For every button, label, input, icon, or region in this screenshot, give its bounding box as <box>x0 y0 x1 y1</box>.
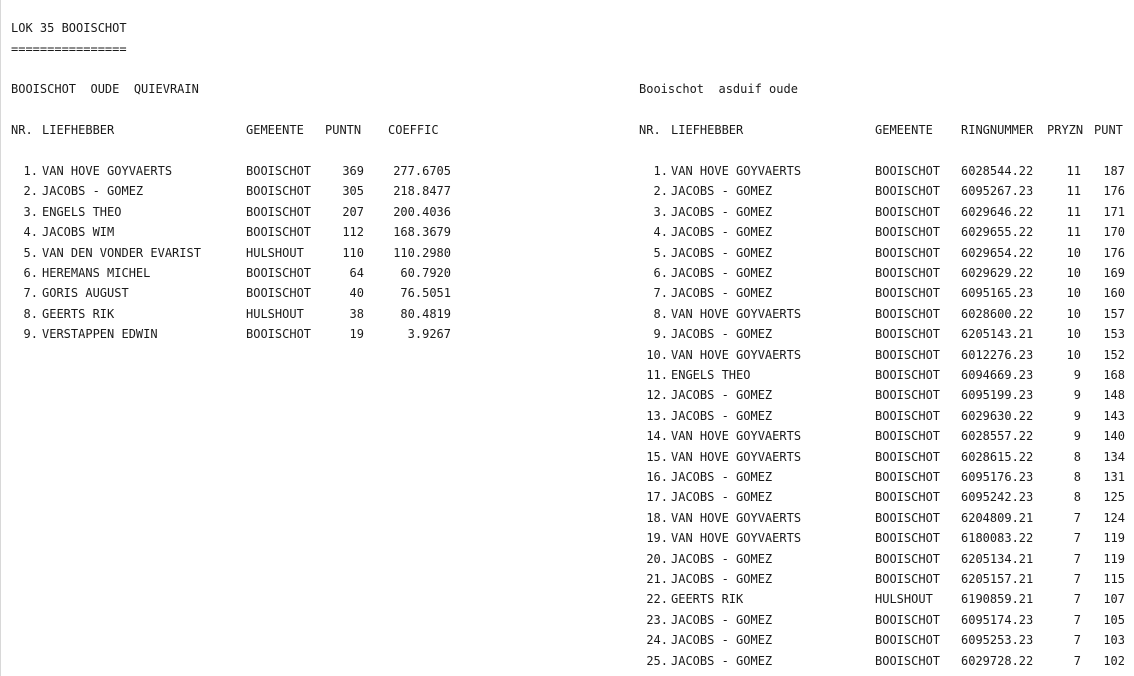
right-cell-name: JACOBS - GOMEZ <box>671 470 773 484</box>
right-cell-nr: 13. <box>646 408 668 423</box>
right-cell-gemeente: BOOISCHOT <box>875 408 941 423</box>
left-cell-coeffic: 80.4819 <box>400 306 451 321</box>
right-cell-nr: 15. <box>646 449 668 464</box>
right-cell-gemeente: HULSHOUT <box>875 592 933 607</box>
right-cell-ring: 6028600.22 <box>961 306 1034 321</box>
left-cell-nr: 1. <box>23 164 38 178</box>
right-table-row <box>0 470 1134 484</box>
left-cell-coeffic: 277.6705 <box>393 164 451 178</box>
right-table-row <box>0 368 1134 382</box>
left-cell-gemeente: BOOISCHOT <box>246 184 312 199</box>
right-cell-gemeente: BOOISCHOT <box>875 531 941 546</box>
right-cell-nr: 6. <box>653 266 668 280</box>
right-cell-ring: 6095174.23 <box>961 612 1034 627</box>
right-cell-gemeente: BOOISCHOT <box>875 388 941 403</box>
right-cell-name: JACOBS - GOMEZ <box>671 551 773 566</box>
right-cell-name: JACOBS - GOMEZ <box>671 286 773 301</box>
right-cell-nr: 4. <box>653 225 668 240</box>
right-cell-pryzn: 10 <box>1066 347 1081 362</box>
right-cell-name: VAN HOVE GOYVAERTS <box>671 164 802 178</box>
right-cell-nr: 20. <box>646 551 668 566</box>
right-cell-pryzn: 7 <box>1073 510 1081 525</box>
right-cell-nr: 10. <box>646 347 668 362</box>
right-cell-nr: 14. <box>646 429 668 444</box>
right-cell-punt: 134 <box>1103 449 1125 464</box>
right-cell-pryzn: 7 <box>1073 572 1081 586</box>
right-cell-ring: 6029646.22 <box>961 204 1034 219</box>
right-cell-punt: 171 <box>1103 204 1125 219</box>
right-cell-gemeente: BOOISCHOT <box>875 245 941 260</box>
right-cell-nr: 2. <box>653 184 668 199</box>
right-cell-punt: 187 <box>1103 164 1125 178</box>
left-cell-puntn: 38 <box>349 306 364 321</box>
right-cell-nr: 24. <box>646 633 668 648</box>
right-cell-gemeente: BOOISCHOT <box>875 490 941 505</box>
left-header-nr: NR. <box>11 123 33 137</box>
right-cell-name: JACOBS - GOMEZ <box>671 327 773 342</box>
right-table-row <box>0 286 1134 300</box>
right-cell-name: JACOBS - GOMEZ <box>671 408 773 423</box>
right-cell-name: VAN HOVE GOYVAERTS <box>671 306 802 321</box>
left-cell-name: GORIS AUGUST <box>42 286 129 301</box>
right-cell-punt: 168 <box>1103 368 1125 382</box>
right-cell-nr: 18. <box>646 510 668 525</box>
right-table-row <box>0 429 1134 443</box>
right-cell-name: VAN HOVE GOYVAERTS <box>671 347 802 362</box>
left-cell-coeffic: 218.8477 <box>393 184 451 199</box>
left-header-name: LIEFHEBBER <box>42 123 115 137</box>
right-cell-pryzn: 11 <box>1066 164 1081 178</box>
left-cell-name: GEERTS RIK <box>42 306 115 321</box>
right-cell-nr: 25. <box>646 653 668 668</box>
right-cell-gemeente: BOOISCHOT <box>875 612 941 627</box>
right-cell-ring: 6029654.22 <box>961 245 1034 260</box>
left-cell-name: JACOBS - GOMEZ <box>42 184 144 199</box>
right-cell-ring: 6095165.23 <box>961 286 1034 301</box>
right-cell-punt: 157 <box>1103 306 1125 321</box>
right-cell-name: JACOBS - GOMEZ <box>671 572 773 586</box>
right-cell-gemeente: BOOISCHOT <box>875 653 941 668</box>
right-cell-ring: 6094669.23 <box>961 368 1034 382</box>
right-cell-pryzn: 10 <box>1066 327 1081 342</box>
right-cell-gemeente: BOOISCHOT <box>875 164 941 178</box>
left-header-coeffic: COEFFIC <box>388 123 439 137</box>
left-cell-gemeente: BOOISCHOT <box>246 204 312 219</box>
right-cell-ring: 6095176.23 <box>961 470 1034 484</box>
left-cell-puntn: 112 <box>342 225 364 240</box>
right-cell-punt: 103 <box>1103 633 1125 648</box>
page-title: LOK 35 BOOISCHOT <box>11 21 127 35</box>
right-cell-nr: 5. <box>653 245 668 260</box>
right-cell-name: JACOBS - GOMEZ <box>671 388 773 403</box>
left-cell-name: ENGELS THEO <box>42 204 122 219</box>
right-cell-gemeente: BOOISCHOT <box>875 429 941 444</box>
left-cell-puntn: 207 <box>342 204 364 219</box>
right-cell-pryzn: 11 <box>1066 184 1081 199</box>
right-cell-pryzn: 9 <box>1073 368 1081 382</box>
right-table-row <box>0 613 1134 627</box>
right-cell-name: JACOBS - GOMEZ <box>671 204 773 219</box>
right-cell-gemeente: BOOISCHOT <box>875 551 941 566</box>
right-cell-nr: 16. <box>646 470 668 484</box>
left-cell-nr: 3. <box>23 204 38 219</box>
right-cell-pryzn: 7 <box>1073 612 1081 627</box>
left-header-puntn: PUNTN <box>325 123 362 137</box>
left-cell-puntn: 64 <box>349 266 364 280</box>
right-cell-name: JACOBS - GOMEZ <box>671 612 773 627</box>
left-cell-nr: 8. <box>23 306 38 321</box>
left-header-gemeente: GEMEENTE <box>246 123 304 137</box>
title-underline: ================ <box>11 42 127 56</box>
right-table-row <box>0 388 1134 402</box>
right-header-nr: NR. <box>639 123 661 137</box>
right-cell-punt: 152 <box>1103 347 1125 362</box>
right-cell-nr: 11. <box>646 368 668 382</box>
right-table-row <box>0 225 1134 239</box>
left-cell-nr: 6. <box>23 266 38 280</box>
right-cell-ring: 6205157.21 <box>961 572 1034 586</box>
right-header-punt: PUNT <box>1094 123 1123 137</box>
right-cell-nr: 22. <box>646 592 668 607</box>
left-cell-coeffic: 110.2980 <box>393 245 451 260</box>
right-cell-gemeente: BOOISCHOT <box>875 225 941 240</box>
right-cell-nr: 17. <box>646 490 668 505</box>
right-table-row <box>0 246 1134 260</box>
left-cell-gemeente: BOOISCHOT <box>246 327 312 342</box>
left-cell-gemeente: BOOISCHOT <box>246 164 312 178</box>
right-cell-gemeente: BOOISCHOT <box>875 306 941 321</box>
right-cell-ring: 6204809.21 <box>961 510 1034 525</box>
right-cell-pryzn: 11 <box>1066 225 1081 240</box>
right-cell-nr: 8. <box>653 306 668 321</box>
right-cell-gemeente: BOOISCHOT <box>875 470 941 484</box>
right-cell-pryzn: 11 <box>1066 204 1081 219</box>
right-cell-pryzn: 10 <box>1066 245 1081 260</box>
right-table-row <box>0 654 1134 668</box>
left-cell-coeffic: 200.4036 <box>393 204 451 219</box>
right-cell-gemeente: BOOISCHOT <box>875 510 941 525</box>
right-cell-gemeente: BOOISCHOT <box>875 184 941 199</box>
right-cell-gemeente: BOOISCHOT <box>875 286 941 301</box>
right-cell-ring: 6029728.22 <box>961 653 1034 668</box>
right-cell-name: JACOBS - GOMEZ <box>671 245 773 260</box>
right-table-row <box>0 307 1134 321</box>
left-cell-gemeente: BOOISCHOT <box>246 266 312 280</box>
right-cell-name: JACOBS - GOMEZ <box>671 653 773 668</box>
right-cell-gemeente: BOOISCHOT <box>875 204 941 219</box>
right-cell-pryzn: 7 <box>1073 592 1081 607</box>
right-cell-pryzn: 8 <box>1073 470 1081 484</box>
right-cell-ring: 6028615.22 <box>961 449 1034 464</box>
left-cell-name: VAN HOVE GOYVAERTS <box>42 164 173 178</box>
right-cell-gemeente: BOOISCHOT <box>875 327 941 342</box>
right-heading: Booischot asduif oude <box>639 82 798 96</box>
right-cell-pryzn: 8 <box>1073 449 1081 464</box>
right-table-row <box>0 572 1134 586</box>
right-cell-gemeente: BOOISCHOT <box>875 633 941 648</box>
left-heading: BOOISCHOT OUDE QUIEVRAIN <box>11 82 199 96</box>
right-header-pryzn: PRYZN <box>1047 123 1084 137</box>
right-cell-gemeente: BOOISCHOT <box>875 266 941 280</box>
right-cell-pryzn: 10 <box>1066 286 1081 301</box>
left-cell-coeffic: 76.5051 <box>400 286 451 301</box>
right-cell-ring: 6205143.21 <box>961 327 1034 342</box>
right-cell-ring: 6028557.22 <box>961 429 1034 444</box>
right-cell-gemeente: BOOISCHOT <box>875 347 941 362</box>
right-cell-name: ENGELS THEO <box>671 368 751 382</box>
right-cell-ring: 6095267.23 <box>961 184 1034 199</box>
left-cell-nr: 5. <box>23 245 38 260</box>
right-table-row <box>0 490 1134 504</box>
right-cell-nr: 21. <box>646 572 668 586</box>
right-cell-gemeente: BOOISCHOT <box>875 368 941 382</box>
right-cell-punt: 131 <box>1103 470 1125 484</box>
left-cell-puntn: 40 <box>349 286 364 301</box>
right-cell-gemeente: BOOISCHOT <box>875 572 941 586</box>
left-cell-nr: 4. <box>23 225 38 240</box>
left-cell-nr: 2. <box>23 184 38 199</box>
right-cell-punt: 169 <box>1103 266 1125 280</box>
left-cell-name: VAN DEN VONDER EVARIST <box>42 245 201 260</box>
right-cell-punt: 170 <box>1103 225 1125 240</box>
left-cell-gemeente: HULSHOUT <box>246 245 304 260</box>
right-cell-name: GEERTS RIK <box>671 592 744 607</box>
right-header-ringnummer: RINGNUMMER <box>961 123 1034 137</box>
right-cell-ring: 6205134.21 <box>961 551 1034 566</box>
right-cell-punt: 140 <box>1103 429 1125 444</box>
right-cell-nr: 12. <box>646 388 668 403</box>
right-cell-nr: 23. <box>646 612 668 627</box>
right-cell-ring: 6095199.23 <box>961 388 1034 403</box>
right-cell-pryzn: 9 <box>1073 388 1081 403</box>
left-cell-coeffic: 168.3679 <box>393 225 451 240</box>
right-table-row <box>0 531 1134 545</box>
right-header-gemeente: GEMEENTE <box>875 123 933 137</box>
right-cell-ring: 6180083.22 <box>961 531 1034 546</box>
right-cell-ring: 6029629.22 <box>961 266 1034 280</box>
right-cell-ring: 6095242.23 <box>961 490 1034 505</box>
left-cell-coeffic: 3.9267 <box>407 327 451 342</box>
right-cell-punt: 107 <box>1103 592 1125 607</box>
right-cell-punt: 148 <box>1103 388 1125 403</box>
right-cell-pryzn: 7 <box>1073 633 1081 648</box>
left-cell-puntn: 369 <box>342 164 364 178</box>
left-cell-puntn: 305 <box>342 184 364 199</box>
right-cell-name: VAN HOVE GOYVAERTS <box>671 449 802 464</box>
right-table-row <box>0 327 1134 341</box>
right-cell-name: JACOBS - GOMEZ <box>671 184 773 199</box>
right-cell-ring: 6190859.21 <box>961 592 1034 607</box>
right-table-row <box>0 592 1134 606</box>
right-cell-punt: 119 <box>1103 531 1125 546</box>
right-table-row <box>0 633 1134 647</box>
right-table-row <box>0 348 1134 362</box>
left-cell-name: HEREMANS MICHEL <box>42 266 151 280</box>
left-cell-coeffic: 60.7920 <box>400 266 451 280</box>
left-cell-puntn: 19 <box>349 327 364 342</box>
right-cell-punt: 176 <box>1103 184 1125 199</box>
right-cell-name: JACOBS - GOMEZ <box>671 225 773 240</box>
right-table-row <box>0 164 1134 178</box>
right-cell-punt: 125 <box>1103 490 1125 505</box>
right-cell-name: JACOBS - GOMEZ <box>671 633 773 648</box>
right-cell-pryzn: 9 <box>1073 429 1081 444</box>
right-cell-pryzn: 7 <box>1073 531 1081 546</box>
right-cell-pryzn: 9 <box>1073 408 1081 423</box>
right-cell-name: VAN HOVE GOYVAERTS <box>671 429 802 444</box>
right-cell-pryzn: 7 <box>1073 551 1081 566</box>
right-cell-ring: 6029655.22 <box>961 225 1034 240</box>
right-cell-punt: 105 <box>1103 612 1125 627</box>
right-cell-punt: 143 <box>1103 408 1125 423</box>
right-cell-name: VAN HOVE GOYVAERTS <box>671 531 802 546</box>
right-cell-punt: 176 <box>1103 245 1125 260</box>
right-cell-nr: 9. <box>653 327 668 342</box>
right-cell-gemeente: BOOISCHOT <box>875 449 941 464</box>
left-cell-gemeente: HULSHOUT <box>246 306 304 321</box>
right-cell-ring: 6028544.22 <box>961 164 1034 178</box>
right-cell-nr: 7. <box>653 286 668 301</box>
right-table-row <box>0 205 1134 219</box>
right-table-row <box>0 511 1134 525</box>
right-cell-nr: 19. <box>646 531 668 546</box>
right-cell-nr: 1. <box>653 164 668 178</box>
right-cell-pryzn: 10 <box>1066 306 1081 321</box>
right-cell-punt: 160 <box>1103 286 1125 301</box>
right-cell-punt: 153 <box>1103 327 1125 342</box>
right-table-row <box>0 450 1134 464</box>
left-cell-nr: 9. <box>23 327 38 342</box>
right-table-row <box>0 409 1134 423</box>
right-cell-name: JACOBS - GOMEZ <box>671 266 773 280</box>
left-cell-gemeente: BOOISCHOT <box>246 286 312 301</box>
right-cell-name: VAN HOVE GOYVAERTS <box>671 510 802 525</box>
left-cell-name: VERSTAPPEN EDWIN <box>42 327 158 342</box>
left-cell-puntn: 110 <box>342 245 364 260</box>
right-table-row <box>0 184 1134 198</box>
right-cell-punt: 119 <box>1103 551 1125 566</box>
right-table-row <box>0 266 1134 280</box>
right-cell-pryzn: 7 <box>1073 653 1081 668</box>
right-table-row <box>0 552 1134 566</box>
right-cell-nr: 3. <box>653 204 668 219</box>
right-cell-punt: 124 <box>1103 510 1125 525</box>
left-cell-gemeente: BOOISCHOT <box>246 225 312 240</box>
right-cell-ring: 6095253.23 <box>961 633 1034 648</box>
right-cell-ring: 6029630.22 <box>961 408 1034 423</box>
right-cell-punt: 102 <box>1103 653 1125 668</box>
right-header-name: LIEFHEBBER <box>671 123 744 137</box>
right-cell-pryzn: 10 <box>1066 266 1081 280</box>
right-cell-name: JACOBS - GOMEZ <box>671 490 773 505</box>
left-cell-name: JACOBS WIM <box>42 225 115 240</box>
right-cell-punt: 115 <box>1103 572 1125 586</box>
right-cell-ring: 6012276.23 <box>961 347 1034 362</box>
left-cell-nr: 7. <box>23 286 38 301</box>
right-cell-pryzn: 8 <box>1073 490 1081 505</box>
